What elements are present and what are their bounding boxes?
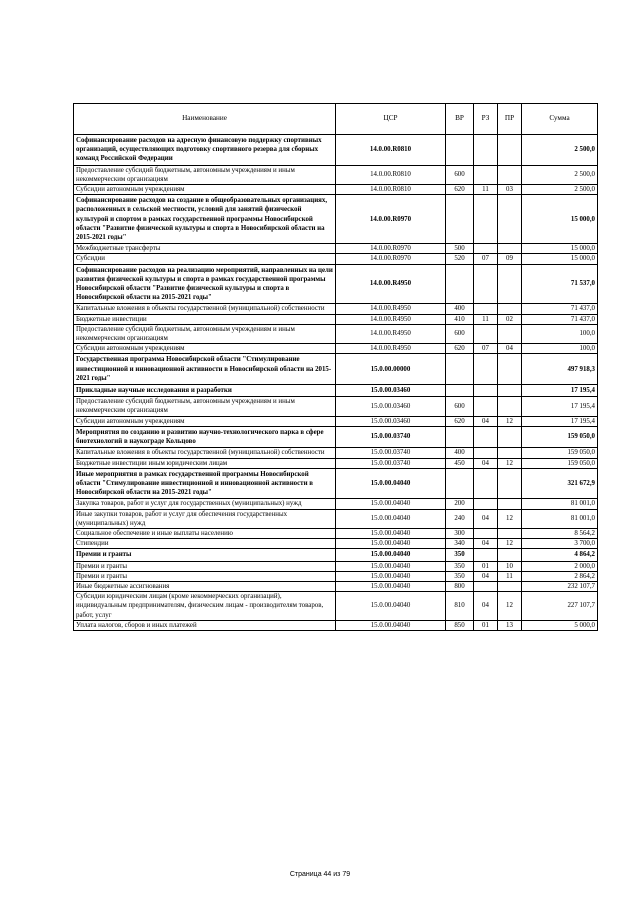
row-name-cell: Софинансирование расходов на реализацию мероприятий, направленных на цели развития физической культуры и спорта в рамках государственной программы Новосибирской области "Развитие физической культуры и спорта в Новосибирской области на 2015-2021 годы" (74, 264, 336, 304)
table-row (74, 264, 598, 304)
row-pr-cell (498, 264, 522, 304)
row-name-cell: Предоставление субсидий бюджетным, автономным учреждениям и иным некоммерческим организациям (74, 397, 336, 416)
table-row (74, 426, 598, 447)
table-row (74, 314, 598, 324)
row-sum-cell: 81 001,0 (522, 509, 598, 528)
row-vr-cell: 340 (446, 539, 474, 549)
row-rz-cell: 04 (474, 458, 498, 468)
row-vr-cell: 200 (446, 499, 474, 509)
row-code-cell: 15.0.00.03460 (336, 397, 446, 416)
table-row (74, 244, 598, 254)
row-name-cell: Субсидии (74, 254, 336, 264)
row-sum-cell: 15 000,0 (522, 254, 598, 264)
table-row (74, 468, 598, 499)
row-pr-cell: 12 (498, 592, 522, 621)
table-header (74, 104, 598, 135)
row-rz-cell (474, 195, 498, 244)
row-rz-cell: 04 (474, 539, 498, 549)
row-vr-cell (446, 135, 474, 166)
row-code-cell: 14.0.00.R4950 (336, 304, 446, 314)
row-vr-cell: 410 (446, 314, 474, 324)
row-sum-cell: 100,0 (522, 324, 598, 343)
row-pr-cell: 11 (498, 571, 522, 581)
row-code-cell: 15.0.00.04040 (336, 549, 446, 561)
row-vr-cell (446, 195, 474, 244)
row-sum-cell: 3 700,0 (522, 539, 598, 549)
row-sum-cell: 17 195,4 (522, 416, 598, 426)
header-sum: Сумма (522, 104, 598, 135)
table-row (74, 135, 598, 166)
table-row (74, 344, 598, 354)
row-sum-cell: 2 000,0 (522, 561, 598, 571)
row-rz-cell (474, 528, 498, 538)
table-row (74, 448, 598, 458)
header-pr: ПР (498, 104, 522, 135)
row-vr-cell: 400 (446, 304, 474, 314)
row-pr-cell (498, 385, 522, 397)
table-row (74, 185, 598, 195)
row-name-cell: Бюджетные инвестиции (74, 314, 336, 324)
row-code-cell: 14.0.00.R0970 (336, 244, 446, 254)
table-row (74, 195, 598, 244)
row-rz-cell (474, 426, 498, 447)
row-code-cell: 15.0.00.04040 (336, 509, 446, 528)
row-pr-cell (498, 549, 522, 561)
row-pr-cell: 03 (498, 185, 522, 195)
row-code-cell: 15.0.00.04040 (336, 620, 446, 630)
row-sum-cell: 4 864,2 (522, 549, 598, 561)
row-name-cell: Субсидии автономным учреждениям (74, 416, 336, 426)
row-name-cell: Закупка товаров, работ и услуг для государственных (муниципальных) нужд (74, 499, 336, 509)
table-row (74, 581, 598, 591)
row-sum-cell: 8 564,2 (522, 528, 598, 538)
table-row (74, 571, 598, 581)
row-code-cell: 15.0.00.04040 (336, 571, 446, 581)
row-code-cell: 14.0.00.R4950 (336, 324, 446, 343)
row-name-cell: Субсидии автономным учреждениям (74, 344, 336, 354)
row-pr-cell: 12 (498, 416, 522, 426)
row-code-cell: 15.0.00.04040 (336, 581, 446, 591)
row-code-cell: 15.0.00.04040 (336, 528, 446, 538)
row-pr-cell: 04 (498, 344, 522, 354)
row-sum-cell: 497 918,3 (522, 354, 598, 385)
row-vr-cell: 620 (446, 185, 474, 195)
table-row (74, 416, 598, 426)
header-vr: ВР (446, 104, 474, 135)
header-rz: РЗ (474, 104, 498, 135)
row-rz-cell (474, 385, 498, 397)
row-code-cell: 15.0.00.04040 (336, 499, 446, 509)
row-rz-cell: 04 (474, 571, 498, 581)
row-sum-cell: 159 050,0 (522, 458, 598, 468)
row-name-cell: Иные мероприятия в рамках государственной программы Новосибирской области "Стимулирование инвестиционной и инновационной активности в Новосибирской области на 2015-2021 годы" (74, 468, 336, 499)
row-name-cell: Субсидии юридическим лицам (кроме некоммерческих организаций), индивидуальным предпринимателям, физическим лицам - производителям товаров, работ, услуг (74, 592, 336, 621)
row-sum-cell: 321 672,9 (522, 468, 598, 499)
row-vr-cell: 600 (446, 397, 474, 416)
row-pr-cell: 02 (498, 314, 522, 324)
table-row (74, 324, 598, 343)
table-row (74, 499, 598, 509)
row-rz-cell (474, 264, 498, 304)
table-row (74, 385, 598, 397)
table-row (74, 561, 598, 571)
row-code-cell: 15.0.00.03740 (336, 458, 446, 468)
row-rz-cell: 01 (474, 620, 498, 630)
row-sum-cell: 81 001,0 (522, 499, 598, 509)
table-row (74, 304, 598, 314)
row-vr-cell: 600 (446, 165, 474, 184)
row-vr-cell: 400 (446, 448, 474, 458)
row-rz-cell: 04 (474, 592, 498, 621)
row-rz-cell (474, 549, 498, 561)
page-number: Страница 44 из 79 (289, 871, 351, 878)
table-row (74, 254, 598, 264)
row-sum-cell: 17 195,4 (522, 385, 598, 397)
row-vr-cell: 600 (446, 324, 474, 343)
row-code-cell: 15.0.00.00000 (336, 354, 446, 385)
row-vr-cell: 450 (446, 458, 474, 468)
row-vr-cell: 500 (446, 244, 474, 254)
row-vr-cell (446, 354, 474, 385)
table-row (74, 549, 598, 561)
table-row (74, 458, 598, 468)
row-name-cell: Субсидии автономным учреждениям (74, 185, 336, 195)
table-row (74, 165, 598, 184)
row-pr-cell: 12 (498, 539, 522, 549)
row-name-cell: Иные бюджетные ассигнования (74, 581, 336, 591)
row-pr-cell: 10 (498, 561, 522, 571)
table-row (74, 620, 598, 630)
row-pr-cell (498, 195, 522, 244)
row-vr-cell: 810 (446, 592, 474, 621)
table-row (74, 354, 598, 385)
row-pr-cell (498, 304, 522, 314)
row-sum-cell: 2 864,2 (522, 571, 598, 581)
row-name-cell: Капитальные вложения в объекты государственной (муниципальной) собственности (74, 304, 336, 314)
row-rz-cell: 04 (474, 416, 498, 426)
row-pr-cell (498, 499, 522, 509)
row-pr-cell (498, 528, 522, 538)
row-pr-cell (498, 581, 522, 591)
row-vr-cell: 240 (446, 509, 474, 528)
row-name-cell: Мероприятия по созданию и развитию научно-технологического парка в сфере биотехнологий в наукограде Кольцово (74, 426, 336, 447)
row-pr-cell: 12 (498, 458, 522, 468)
row-pr-cell: 12 (498, 509, 522, 528)
row-code-cell: 15.0.00.03460 (336, 416, 446, 426)
row-rz-cell (474, 304, 498, 314)
row-pr-cell (498, 354, 522, 385)
table-row (74, 397, 598, 416)
header-row (74, 104, 598, 135)
table-row (74, 539, 598, 549)
row-code-cell: 14.0.00.R4950 (336, 314, 446, 324)
row-sum-cell: 2 500,0 (522, 165, 598, 184)
row-code-cell: 15.0.00.04040 (336, 539, 446, 549)
row-name-cell: Предоставление субсидий бюджетным, автономным учреждениям и иным некоммерческим организациям (74, 165, 336, 184)
row-rz-cell: 11 (474, 185, 498, 195)
row-rz-cell (474, 468, 498, 499)
row-code-cell: 15.0.00.04040 (336, 592, 446, 621)
row-sum-cell: 2 500,0 (522, 135, 598, 166)
budget-table (73, 103, 598, 631)
row-rz-cell (474, 397, 498, 416)
row-sum-cell: 15 000,0 (522, 195, 598, 244)
row-code-cell: 15.0.00.04040 (336, 561, 446, 571)
row-sum-cell: 232 107,7 (522, 581, 598, 591)
row-vr-cell: 800 (446, 581, 474, 591)
row-pr-cell (498, 468, 522, 499)
row-name-cell: Межбюджетные трансферты (74, 244, 336, 254)
row-code-cell: 15.0.00.03740 (336, 448, 446, 458)
row-pr-cell: 13 (498, 620, 522, 630)
row-vr-cell: 620 (446, 344, 474, 354)
row-sum-cell: 71 437,0 (522, 304, 598, 314)
row-vr-cell: 620 (446, 416, 474, 426)
row-code-cell: 14.0.00.R0810 (336, 185, 446, 195)
table-row (74, 509, 598, 528)
row-vr-cell (446, 426, 474, 447)
row-rz-cell (474, 244, 498, 254)
row-pr-cell (498, 397, 522, 416)
row-rz-cell: 07 (474, 344, 498, 354)
row-pr-cell (498, 426, 522, 447)
row-vr-cell: 520 (446, 254, 474, 264)
row-vr-cell (446, 385, 474, 397)
row-sum-cell: 71 537,0 (522, 264, 598, 304)
table-row (74, 528, 598, 538)
row-name-cell: Капитальные вложения в объекты государственной (муниципальной) собственности (74, 448, 336, 458)
row-code-cell: 14.0.00.R4950 (336, 344, 446, 354)
row-rz-cell: 04 (474, 509, 498, 528)
row-rz-cell: 01 (474, 561, 498, 571)
row-code-cell: 14.0.00.R0970 (336, 195, 446, 244)
row-vr-cell: 350 (446, 561, 474, 571)
row-rz-cell (474, 324, 498, 343)
row-vr-cell: 850 (446, 620, 474, 630)
row-code-cell: 15.0.00.03740 (336, 426, 446, 447)
row-pr-cell (498, 324, 522, 343)
row-rz-cell (474, 448, 498, 458)
row-sum-cell: 5 000,0 (522, 620, 598, 630)
row-rz-cell (474, 499, 498, 509)
row-code-cell: 14.0.00.R0970 (336, 254, 446, 264)
row-code-cell: 14.0.00.R0810 (336, 165, 446, 184)
row-rz-cell (474, 581, 498, 591)
row-sum-cell: 227 107,7 (522, 592, 598, 621)
row-rz-cell (474, 354, 498, 385)
header-name: Наименование (74, 104, 336, 135)
row-pr-cell (498, 448, 522, 458)
table-body (74, 135, 598, 631)
row-sum-cell: 2 500,0 (522, 185, 598, 195)
row-code-cell: 15.0.00.03460 (336, 385, 446, 397)
row-name-cell: Прикладные научные исследования и разработки (74, 385, 336, 397)
row-name-cell: Софинансирование расходов на адресную финансовую поддержку спортивных организаций, осуществляющих подготовку спортивного резерва для сборных команд Российской Федерации (74, 135, 336, 166)
row-name-cell: Премии и гранты (74, 549, 336, 561)
row-code-cell: 15.0.00.04040 (336, 468, 446, 499)
row-name-cell: Премии и гранты (74, 561, 336, 571)
row-sum-cell: 100,0 (522, 344, 598, 354)
row-vr-cell (446, 264, 474, 304)
row-sum-cell: 15 000,0 (522, 244, 598, 254)
row-name-cell: Софинансирование расходов на создание в общеобразовательных организациях, расположенных в сельской местности, условий для занятий физической культурой и спортом в рамках государственной программы Новосибирской области "Развитие физической культуры и спорта в Новосибирской области на 2015-2021 годы" (74, 195, 336, 244)
header-code: ЦСР (336, 104, 446, 135)
row-rz-cell: 07 (474, 254, 498, 264)
row-pr-cell (498, 244, 522, 254)
row-name-cell: Премии и гранты (74, 571, 336, 581)
row-vr-cell: 350 (446, 571, 474, 581)
row-vr-cell (446, 468, 474, 499)
row-name-cell: Иные закупки товаров, работ и услуг для обеспечения государственных (муниципальных) нужд (74, 509, 336, 528)
row-name-cell: Социальное обеспечение и иные выплаты населению (74, 528, 336, 538)
row-name-cell: Стипендии (74, 539, 336, 549)
row-sum-cell: 159 050,0 (522, 448, 598, 458)
row-name-cell: Бюджетные инвестиции иным юридическим лицам (74, 458, 336, 468)
row-sum-cell: 159 050,0 (522, 426, 598, 447)
row-rz-cell (474, 165, 498, 184)
row-code-cell: 14.0.00.R0810 (336, 135, 446, 166)
row-rz-cell: 11 (474, 314, 498, 324)
row-name-cell: Государственная программа Новосибирской области "Стимулирование инвестиционной и инновационной активности в Новосибирской области на 2015-2021 годы" (74, 354, 336, 385)
row-vr-cell: 350 (446, 549, 474, 561)
row-rz-cell (474, 135, 498, 166)
row-sum-cell: 17 195,4 (522, 397, 598, 416)
row-pr-cell: 09 (498, 254, 522, 264)
row-code-cell: 14.0.00.R4950 (336, 264, 446, 304)
row-pr-cell (498, 165, 522, 184)
row-vr-cell: 300 (446, 528, 474, 538)
row-pr-cell (498, 135, 522, 166)
row-name-cell: Предоставление субсидий бюджетным, автономным учреждениям и иным некоммерческим организациям (74, 324, 336, 343)
row-sum-cell: 71 437,0 (522, 314, 598, 324)
table-row (74, 592, 598, 621)
row-name-cell: Уплата налогов, сборов и иных платежей (74, 620, 336, 630)
